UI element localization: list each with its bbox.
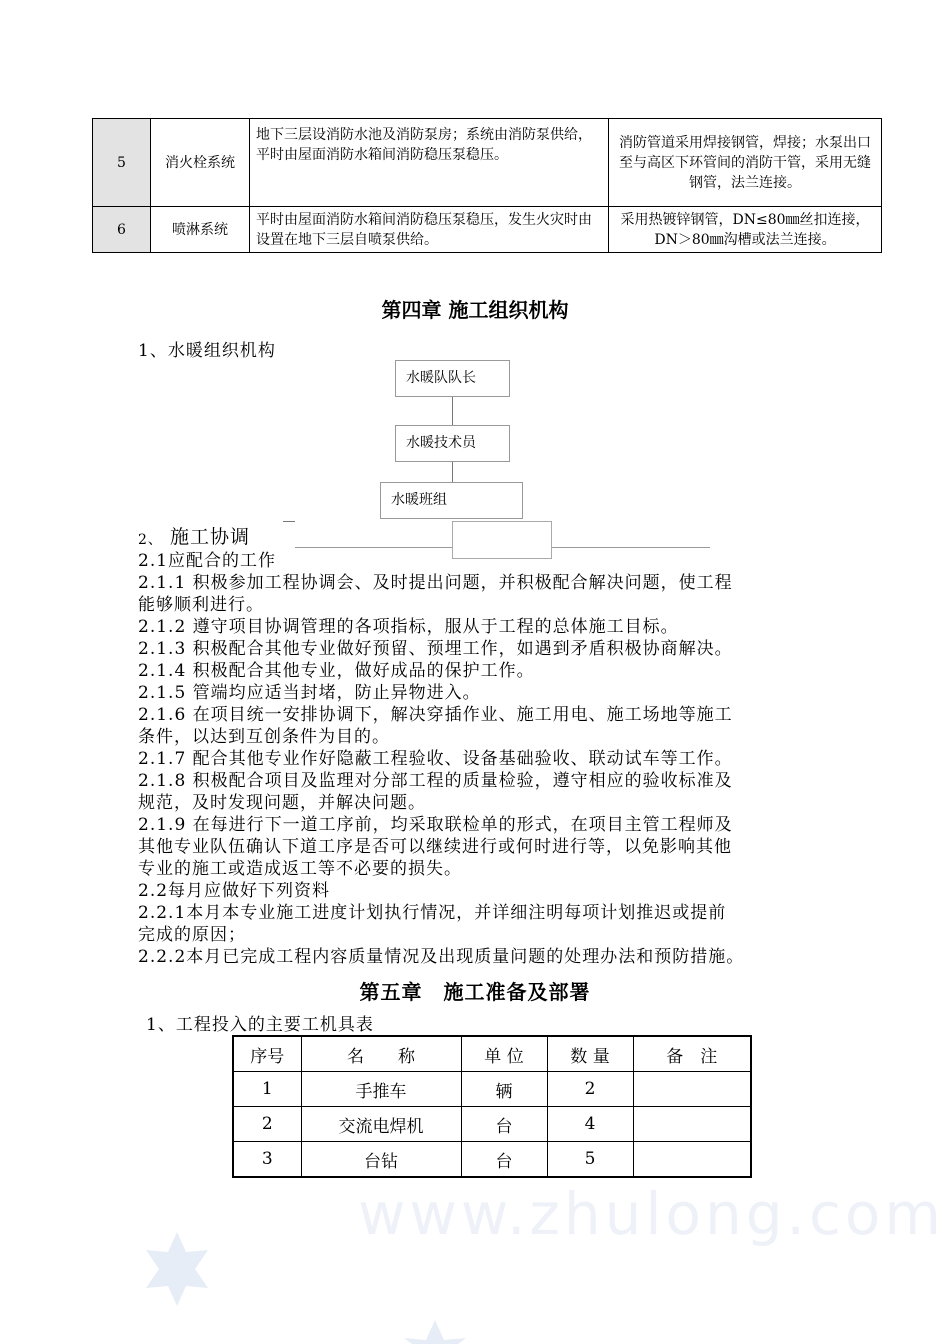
table-row: [233, 1142, 751, 1178]
system-description: 平时由屋面消防水箱间消防稳压泵稳压，发生火灾时由设置在地下三层自喷泵供给。: [250, 207, 609, 253]
paragraph-line: 条件，以达到互创条件为目的。: [138, 727, 390, 747]
org-node-leader: 水暖队队长: [395, 360, 510, 397]
watermark: www.zhulong.com: [358, 1180, 945, 1248]
table-cell: 辆: [461, 1072, 547, 1107]
table-cell: 4: [547, 1107, 633, 1142]
table-cell: 5: [547, 1142, 633, 1178]
paragraph-line: 2.1.8 积极配合项目及监理对分部工程的质量检验，遵守相应的验收标准及: [138, 771, 733, 791]
paragraph-line: 2.2.1本月本专业施工进度计划执行情况，并详细注明每项计划推迟或提前: [138, 903, 727, 923]
table-row: [93, 207, 882, 253]
paragraph-line: 2.1.4 积极配合其他专业，做好成品的保护工作。: [138, 661, 535, 681]
org-node-empty: [452, 521, 552, 559]
pipe-spec: 采用热镀锌钢管，DN≤80㎜丝扣连接，DN＞80㎜沟槽或法兰连接。: [609, 207, 882, 253]
column-header: 名 称: [301, 1036, 461, 1072]
table-cell: [633, 1142, 751, 1178]
table-row: [233, 1072, 751, 1107]
paragraph-line: 其他专业队伍确认下道工序是否可以继续进行或何时进行等，以免影响其他: [138, 837, 732, 857]
table-header-row: [233, 1036, 751, 1072]
system-description: 地下三层设消防水池及消防泵房；系统由消防泵供给，平时由屋面消防水箱间消防稳压泵稳压。: [250, 119, 609, 207]
snowflake-logo-icon: [140, 1232, 214, 1306]
table-cell: 2: [233, 1107, 301, 1142]
system-name: 喷淋系统: [151, 207, 250, 253]
column-header: 序号: [233, 1036, 301, 1072]
table-row: [93, 119, 882, 207]
row-number: 5: [93, 119, 151, 207]
table-cell: 台: [461, 1142, 547, 1178]
paragraph-line: 规范，及时发现问题，并解决问题。: [138, 793, 426, 813]
tools-table: [232, 1035, 752, 1178]
system-name: 消火栓系统: [151, 119, 250, 207]
connector-line: [452, 462, 453, 482]
chapter-title: 第四章 施工组织机构: [381, 298, 569, 322]
table-cell: 2: [547, 1072, 633, 1107]
table-cell: 3: [233, 1142, 301, 1178]
section-heading: 施工协调: [170, 526, 251, 548]
table-cell: [633, 1107, 751, 1142]
column-header: 备 注: [633, 1036, 751, 1072]
paragraph-line: 2.1.7 配合其他专业作好隐蔽工程验收、设备基础验收、联动试车等工作。: [138, 749, 733, 769]
paragraph-line: 2.1.1 积极参加工程协调会、及时提出问题，并积极配合解决问题，使工程: [138, 573, 733, 593]
pipe-spec: 消防管道采用焊接钢管，焊接；水泵出口至与高区下环管间的消防干管，采用无缝钢管，法兰连接。: [609, 119, 882, 207]
paragraph-line: 2.1.6 在项目统一安排协调下，解决穿插作业、施工用电、施工场地等施工: [138, 705, 733, 725]
row-number: 6: [93, 207, 151, 253]
connector-line: [452, 396, 453, 426]
paragraph-line: 完成的原因；: [138, 925, 246, 945]
paragraph-line: 2.1.2 遵守项目协调管理的各项指标，服从于工程的总体施工目标。: [138, 617, 679, 637]
table-cell: 1: [233, 1072, 301, 1107]
table-cell: 手推车: [301, 1072, 461, 1107]
org-node-team: 水暖班组: [380, 482, 523, 519]
org-node-technician: 水暖技术员: [395, 425, 510, 462]
system-table: [92, 118, 882, 253]
table-cell: [633, 1072, 751, 1107]
section-heading: 1、工程投入的主要工机具表: [146, 1015, 374, 1035]
chapter-title: 第五章 施工准备及部署: [359, 980, 591, 1004]
table-cell: 台钻: [301, 1142, 461, 1178]
paragraph-line: 2.2.2本月已完成工程内容质量情况及出现质量问题的处理办法和预防措施。: [138, 947, 745, 967]
column-header: 单 位: [461, 1036, 547, 1072]
paragraph-line: 2.1.5 管端均应适当封堵，防止异物进入。: [138, 683, 481, 703]
snowflake-logo-icon: [398, 1320, 472, 1344]
paragraph-line: 2.1.3 积极配合其他专业做好预留、预埋工作，如遇到矛盾积极协商解决。: [138, 639, 733, 659]
table-cell: 台: [461, 1107, 547, 1142]
paragraph-line: 2.2每月应做好下列资料: [138, 881, 331, 901]
paragraph-line: 2.1.9 在每进行下一道工序前，均采取联检单的形式，在项目主管工程师及: [138, 815, 733, 835]
divider: [283, 521, 295, 522]
table-cell: 交流电焊机: [301, 1107, 461, 1142]
section-heading: 1、水暖组织机构: [138, 341, 276, 361]
column-header: 数 量: [547, 1036, 633, 1072]
table-row: [233, 1107, 751, 1142]
paragraph-line: 2.1应配合的工作: [138, 551, 277, 571]
paragraph-line: 能够顺利进行。: [138, 595, 264, 615]
paragraph-line: 专业的施工或造成返工等不必要的损失。: [138, 859, 462, 879]
section-number: 2、: [138, 532, 163, 548]
